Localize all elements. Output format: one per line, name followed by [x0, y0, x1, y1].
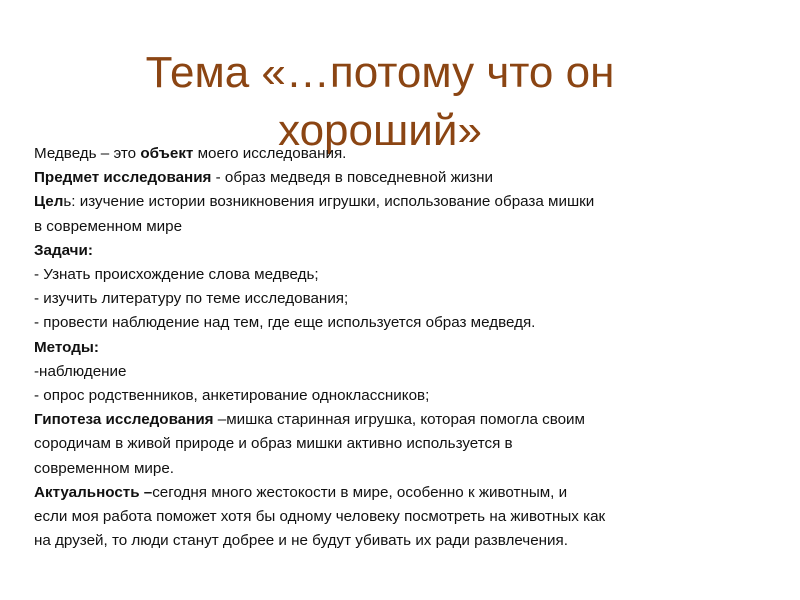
subject-text-3: моего исследования.: [193, 145, 347, 162]
hypothesis-text-1: –мишка старинная игрушка, которая помогла своим: [213, 411, 585, 429]
hypothesis-line-2: сородичам в живой природе и образ мишки активно используется в: [34, 435, 513, 453]
slide-title: Тема «…потому что он хороший»: [145, 48, 615, 155]
goal-label: Цел: [34, 193, 64, 211]
goal-text-1: : изучение истории возникновения игрушки, использование образа мишки: [71, 193, 595, 211]
methods-label: Методы:: [34, 338, 99, 356]
relevance-label: Актуальность –: [34, 483, 153, 501]
hypothesis-line-3: современном мире.: [34, 459, 174, 477]
subject-line: [34, 142, 794, 166]
goal-label-rest: ь: [63, 193, 72, 211]
hypothesis-line-1: [34, 408, 794, 432]
method-item-2: - опрос родственников, анкетирование одноклассников;: [34, 387, 430, 405]
predmet-label: Предмет исследования: [34, 169, 212, 187]
goal-line-2: в современном мире: [34, 217, 183, 235]
predmet-text: - образ медведя в повседневной жизни: [211, 169, 494, 187]
method-item-1: -наблюдение: [34, 362, 127, 380]
relevance-line-2: если моя работа поможет хотя бы одному человеку посмотреть на животных как: [34, 508, 606, 526]
relevance-text-1: сегодня много жестокости в мире, особенно к животным, и: [152, 483, 568, 501]
relevance-line-3: на друзей, то люди станут добрее и не будут убивать их ради развлечения.: [34, 532, 568, 550]
predmet-line: [34, 166, 794, 190]
goal-line-1: [34, 190, 794, 214]
subject-object-word: объект: [140, 145, 194, 162]
task-item-3: - провести наблюдение над тем, где еще используется образ медведя.: [34, 314, 536, 332]
relevance-line-1: [34, 481, 794, 505]
subject-text-1: Медведь – это: [34, 145, 141, 162]
slide-body: [34, 142, 794, 553]
task-item-1: - Узнать происхождение слова медведь;: [34, 266, 319, 284]
task-item-2: - изучить литературу по теме исследования;: [34, 290, 349, 308]
hypothesis-label: Гипотеза исследования: [34, 411, 214, 429]
tasks-label: Задачи:: [34, 241, 93, 259]
